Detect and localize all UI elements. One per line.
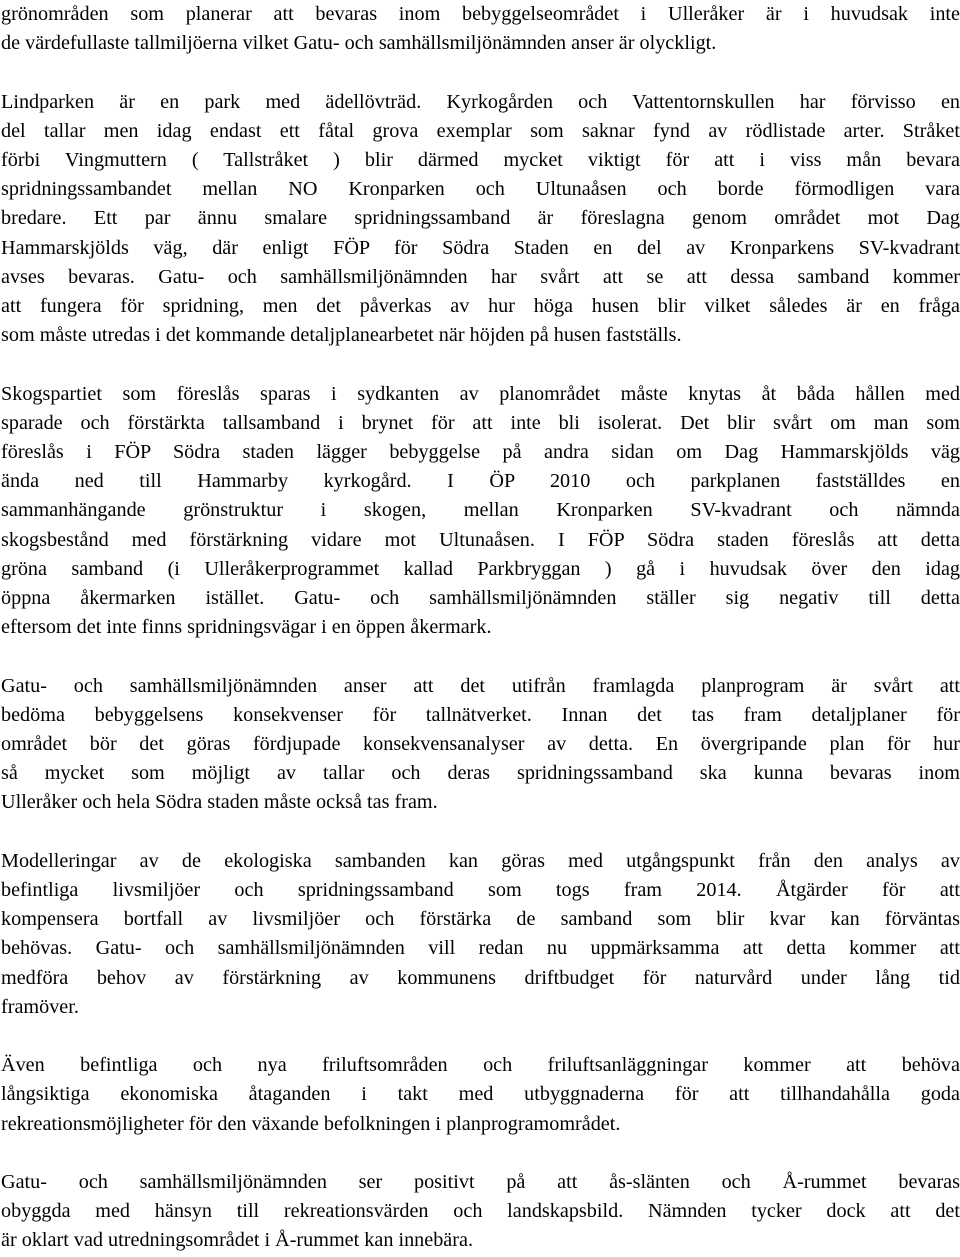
text-line: behövas. Gatu- och samhällsmiljönämnden vill redan nu uppmärksamma att detta kommer att [1, 937, 960, 960]
text-line: Ulleråker och hela Södra staden måste också tas fram. [1, 791, 438, 814]
text-line: bredare. Ett par ännu smalare spridningssamband är föreslagna genom området mot Dag [1, 207, 960, 230]
text-line: som måste utredas i det kommande detaljplanearbetet när höjden på husen fastställs. [1, 324, 682, 347]
text-line: del tallar men idag endast ett fåtal grova exemplar som saknar fynd av rödlistade arter. Stråket [1, 119, 960, 142]
paragraph [1, 672, 960, 818]
text-line: Även befintliga och nya friluftsområden och friluftsanläggningar kommer att behöva [1, 1054, 960, 1077]
text-line: ända ned till Hammarby kyrkogård. I ÖP 2010 och parkplanen fastställdes en [1, 470, 960, 493]
text-line: förbi Vingmuttern ( Tallstråket ) blir därmed mycket viktigt för att i viss mån bevara [1, 149, 960, 171]
text-line: föreslås i FÖP Södra staden lägger bebyggelse på andra sidan om Dag Hammarskjölds väg [1, 441, 960, 464]
text-line: är oklart vad utredningsområdet i Å-rummet kan innebära. [1, 1229, 474, 1252]
paragraph [1, 88, 960, 351]
paragraph [1, 847, 960, 1022]
text-line: grönområden som planerar att bevaras inom bebyggelseområdet i Ulleråker är i huvudsak inte [1, 3, 960, 25]
text-line: de värdefullaste tallmiljöerna vilket Gatu- och samhällsmiljönämnden anser är olyckligt. [1, 32, 717, 55]
text-line: obyggda med hänsyn till rekreationsvärden och landskapsbild. Nämnden tycker dock att det [1, 1200, 960, 1223]
text-line: långsiktiga ekonomiska åtaganden i takt med utbyggnaderna för att tillhandahålla goda [1, 1083, 960, 1106]
text-line: området bör det göras fördjupade konsekvensanalyser av detta. En övergripande plan för hur [1, 733, 960, 756]
text-line: sammanhängande grönstruktur i skogen, mellan Kronparken SV-kvadrant och nämnda [1, 499, 960, 522]
text-line: befintliga livsmiljöer och spridningssamband som togs fram 2014. Åtgärder för att [1, 879, 960, 902]
paragraph [1, 380, 960, 643]
text-line: så mycket som möjligt av tallar och deras spridningssamband ska kunna bevaras inom [1, 762, 960, 785]
text-line: Hammarskjölds väg, där enligt FÖP för Södra Staden en del av Kronparkens SV-kvadrant [1, 236, 960, 259]
text-line: Gatu- och samhällsmiljönämnden ser positivt på att ås-slänten och Å-rummet bevaras [1, 1171, 960, 1194]
text-line: att fungera för spridning, men det påverkas av hur höga husen blir vilket således är en fråga [1, 295, 960, 318]
text-line: Lindparken är en park med ädellövträd. Kyrkogården och Vattentornskullen har förvisso en [1, 90, 960, 113]
text-line: sparade och förstärkta tallsamband i brynet för att inte bli isolerat. Det blir svårt om man som [1, 411, 960, 434]
paragraph [1, 1051, 960, 1139]
text-line: gröna samband (i Ulleråkerprogrammet kallad Parkbryggan ) gå i huvudsak över den idag [1, 557, 960, 580]
text-line: bedöma bebyggelsens konsekvenser för tallnätverket. Innan det tas fram detaljplaner för [1, 703, 960, 726]
text-line: öppna åkermarken istället. Gatu- och samhällsmiljönämnden ställer sig negativ till detta [1, 587, 960, 610]
text-line: spridningssambandet mellan NO Kronparken och Ultunaåsen och borde förmodligen vara [1, 178, 960, 201]
text-line: Gatu- och samhällsmiljönämnden anser att det utifrån framlagda planprogram är svårt att [1, 674, 960, 697]
text-line: kompensera bortfall av livsmiljöer och förstärka de samband som blir kvar kan förväntas [1, 908, 960, 931]
text-line: Skogspartiet som föreslås sparas i sydkanten av planområdet måste knytas åt båda hållen med [1, 382, 960, 405]
text-line: rekreationsmöjligheter för den växande befolkningen i planprogramområdet. [1, 1112, 621, 1135]
paragraph [1, 1168, 960, 1256]
text-line: avses bevaras. Gatu- och samhällsmiljönämnden har svårt att se att dessa samband kommer [1, 265, 960, 288]
text-line: eftersom det inte finns spridningsvägar i en öppen åkermark. [1, 616, 492, 639]
text-line: Modelleringar av de ekologiska sambanden kan göras med utgångspunkt från den analys av [1, 849, 960, 872]
text-line: skogsbestånd med förstärkning vidare mot Ultunaåsen. I FÖP Södra staden föreslås att detta [1, 528, 960, 551]
paragraph [1, 0, 960, 58]
text-line: framöver. [1, 995, 79, 1018]
text-line: medföra behov av förstärkning av kommunens driftbudget för naturvård under lång tid [1, 966, 960, 989]
document-body [1, 0, 960, 1256]
